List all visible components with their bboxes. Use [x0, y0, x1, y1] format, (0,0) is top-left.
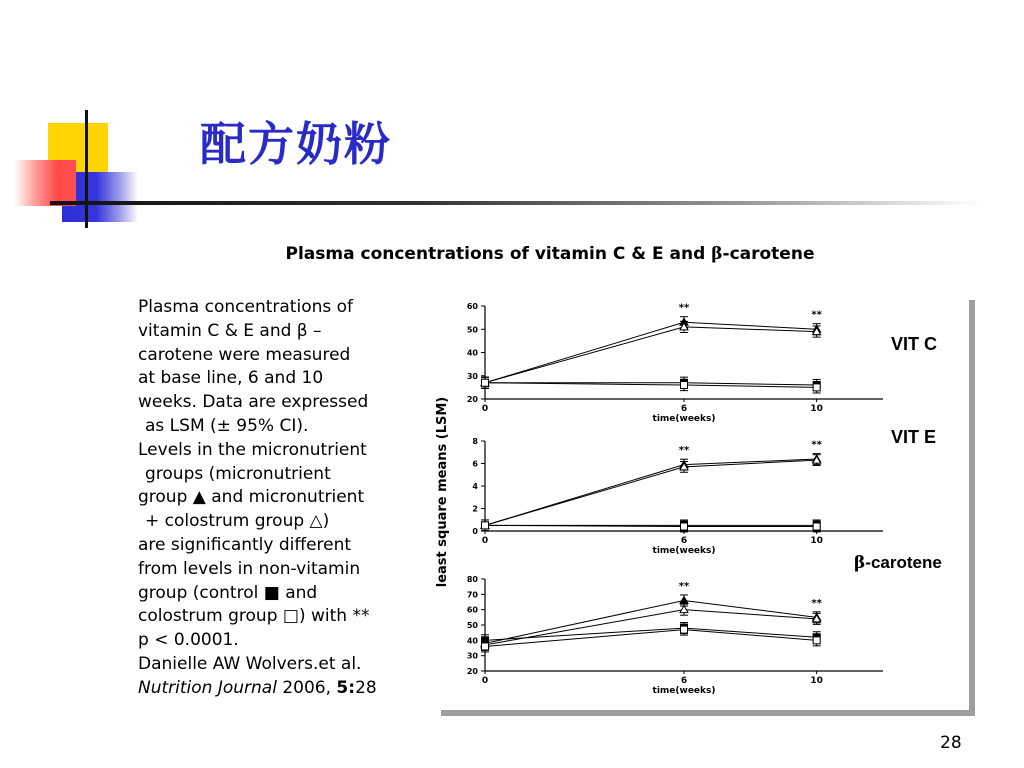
label-beta-carotene — [854, 553, 942, 573]
body-line: are significantly different — [138, 534, 352, 555]
chart-panel — [467, 575, 883, 696]
series-line — [485, 327, 817, 383]
x-tick-label: 0 — [481, 676, 489, 686]
figure-panel — [435, 294, 969, 710]
decor-horizontal-rule — [50, 201, 980, 205]
x-tick-label: 0 — [481, 536, 489, 546]
label-vit-e: VIT E — [891, 427, 937, 447]
y-tick-label: 70 — [466, 590, 478, 600]
body-line: p < 0.0001. — [138, 630, 239, 651]
body-line: group (control ■ and — [138, 582, 318, 603]
body-line: vitamin C & E and β – — [138, 320, 322, 341]
citation-page: 28 — [355, 677, 377, 698]
y-tick-label: 8 — [472, 437, 478, 446]
body-line: colostrum group □) with ** — [138, 606, 370, 627]
y-axis-label: least square means (LSM) — [435, 396, 450, 588]
decor-vertical-line — [85, 110, 88, 228]
y-tick-label: 50 — [466, 325, 478, 335]
series-line — [485, 322, 817, 382]
body-line: at base line, 6 and 10 — [138, 368, 324, 389]
x-axis-label: time(weeks) — [652, 546, 716, 556]
body-line: from levels in non-vitamin — [138, 558, 361, 579]
data-point — [681, 523, 688, 530]
headline-beta: β — [711, 244, 723, 264]
significance-label: ** — [678, 580, 690, 592]
series-line — [485, 383, 817, 388]
x-axis-label: time(weeks) — [652, 414, 716, 424]
data-point — [680, 606, 688, 613]
significance-label: ** — [678, 445, 690, 457]
y-tick-label: 2 — [472, 504, 478, 514]
y-tick-label: 20 — [466, 667, 478, 676]
data-point — [813, 384, 820, 391]
body-line: weeks. Data are expressed — [138, 392, 369, 413]
body-line: groups (micronutrient — [145, 463, 331, 484]
decor-red-square — [14, 160, 76, 206]
y-tick-label: 6 — [472, 459, 478, 469]
series-line — [485, 628, 817, 640]
significance-label: ** — [811, 597, 822, 609]
x-tick-label: 0 — [481, 404, 489, 414]
data-point — [681, 626, 688, 633]
series-line — [485, 610, 817, 645]
label-vit-c: VIT C — [891, 334, 938, 354]
x-tick-label: 10 — [810, 676, 823, 686]
figure-headline — [0, 244, 1024, 264]
data-point — [681, 382, 688, 389]
headline-text: Plasma concentrations of vitamin C & E and — [285, 244, 712, 264]
y-tick-label: 40 — [466, 348, 478, 358]
y-tick-label: 30 — [466, 371, 478, 381]
series-line — [485, 630, 817, 647]
x-axis-label: time(weeks) — [652, 686, 716, 696]
data-point — [482, 643, 489, 650]
y-tick-label: 50 — [466, 621, 478, 630]
chart-panel — [467, 302, 883, 424]
y-tick-label: 60 — [466, 302, 478, 311]
y-tick-label: 4 — [472, 482, 478, 491]
citation-year: 2006, — [276, 677, 337, 698]
significance-label: ** — [678, 302, 690, 314]
data-point — [482, 379, 489, 386]
citation-volume: 5: — [336, 677, 356, 698]
series-line — [485, 459, 817, 525]
body-line: as LSM (± 95% CI). — [145, 415, 309, 436]
series-line — [485, 460, 817, 525]
body-line: group ▲ and micronutrient — [138, 487, 365, 508]
beta-suffix: -carotene — [865, 553, 942, 572]
body-text — [138, 296, 428, 701]
x-tick-label: 10 — [810, 404, 823, 414]
significance-label: ** — [811, 309, 822, 321]
y-tick-label: 40 — [466, 636, 478, 646]
slide-title: 配方奶粉 — [200, 117, 392, 171]
body-line: Levels in the micronutrient — [138, 439, 367, 460]
x-tick-label: 6 — [680, 404, 688, 414]
citation-journal: Nutrition Journal — [138, 677, 277, 698]
y-tick-label: 0 — [472, 527, 478, 536]
chart-panel — [472, 437, 883, 556]
data-point — [813, 637, 820, 644]
beta-symbol: β — [854, 553, 866, 573]
y-tick-label: 30 — [466, 651, 478, 661]
x-tick-label: 10 — [810, 536, 823, 546]
y-tick-label: 60 — [466, 605, 478, 615]
citation-author: Danielle AW Wolvers.et al. — [138, 653, 362, 674]
citation — [138, 677, 428, 701]
y-tick-label: 20 — [466, 395, 478, 404]
chart-svg — [435, 294, 969, 710]
y-tick-label: 80 — [466, 575, 478, 584]
significance-label: ** — [811, 439, 822, 451]
body-line: Plasma concentrations of — [138, 297, 354, 317]
data-point — [680, 596, 688, 603]
data-point — [482, 522, 489, 529]
headline-suffix: -carotene — [722, 244, 815, 264]
data-point — [813, 523, 820, 530]
body-line: carotene were measured — [138, 344, 351, 365]
x-tick-label: 6 — [680, 536, 688, 546]
body-line: + colostrum group △) — [145, 511, 330, 532]
x-tick-label: 6 — [680, 676, 688, 686]
page-number: 28 — [940, 733, 962, 753]
